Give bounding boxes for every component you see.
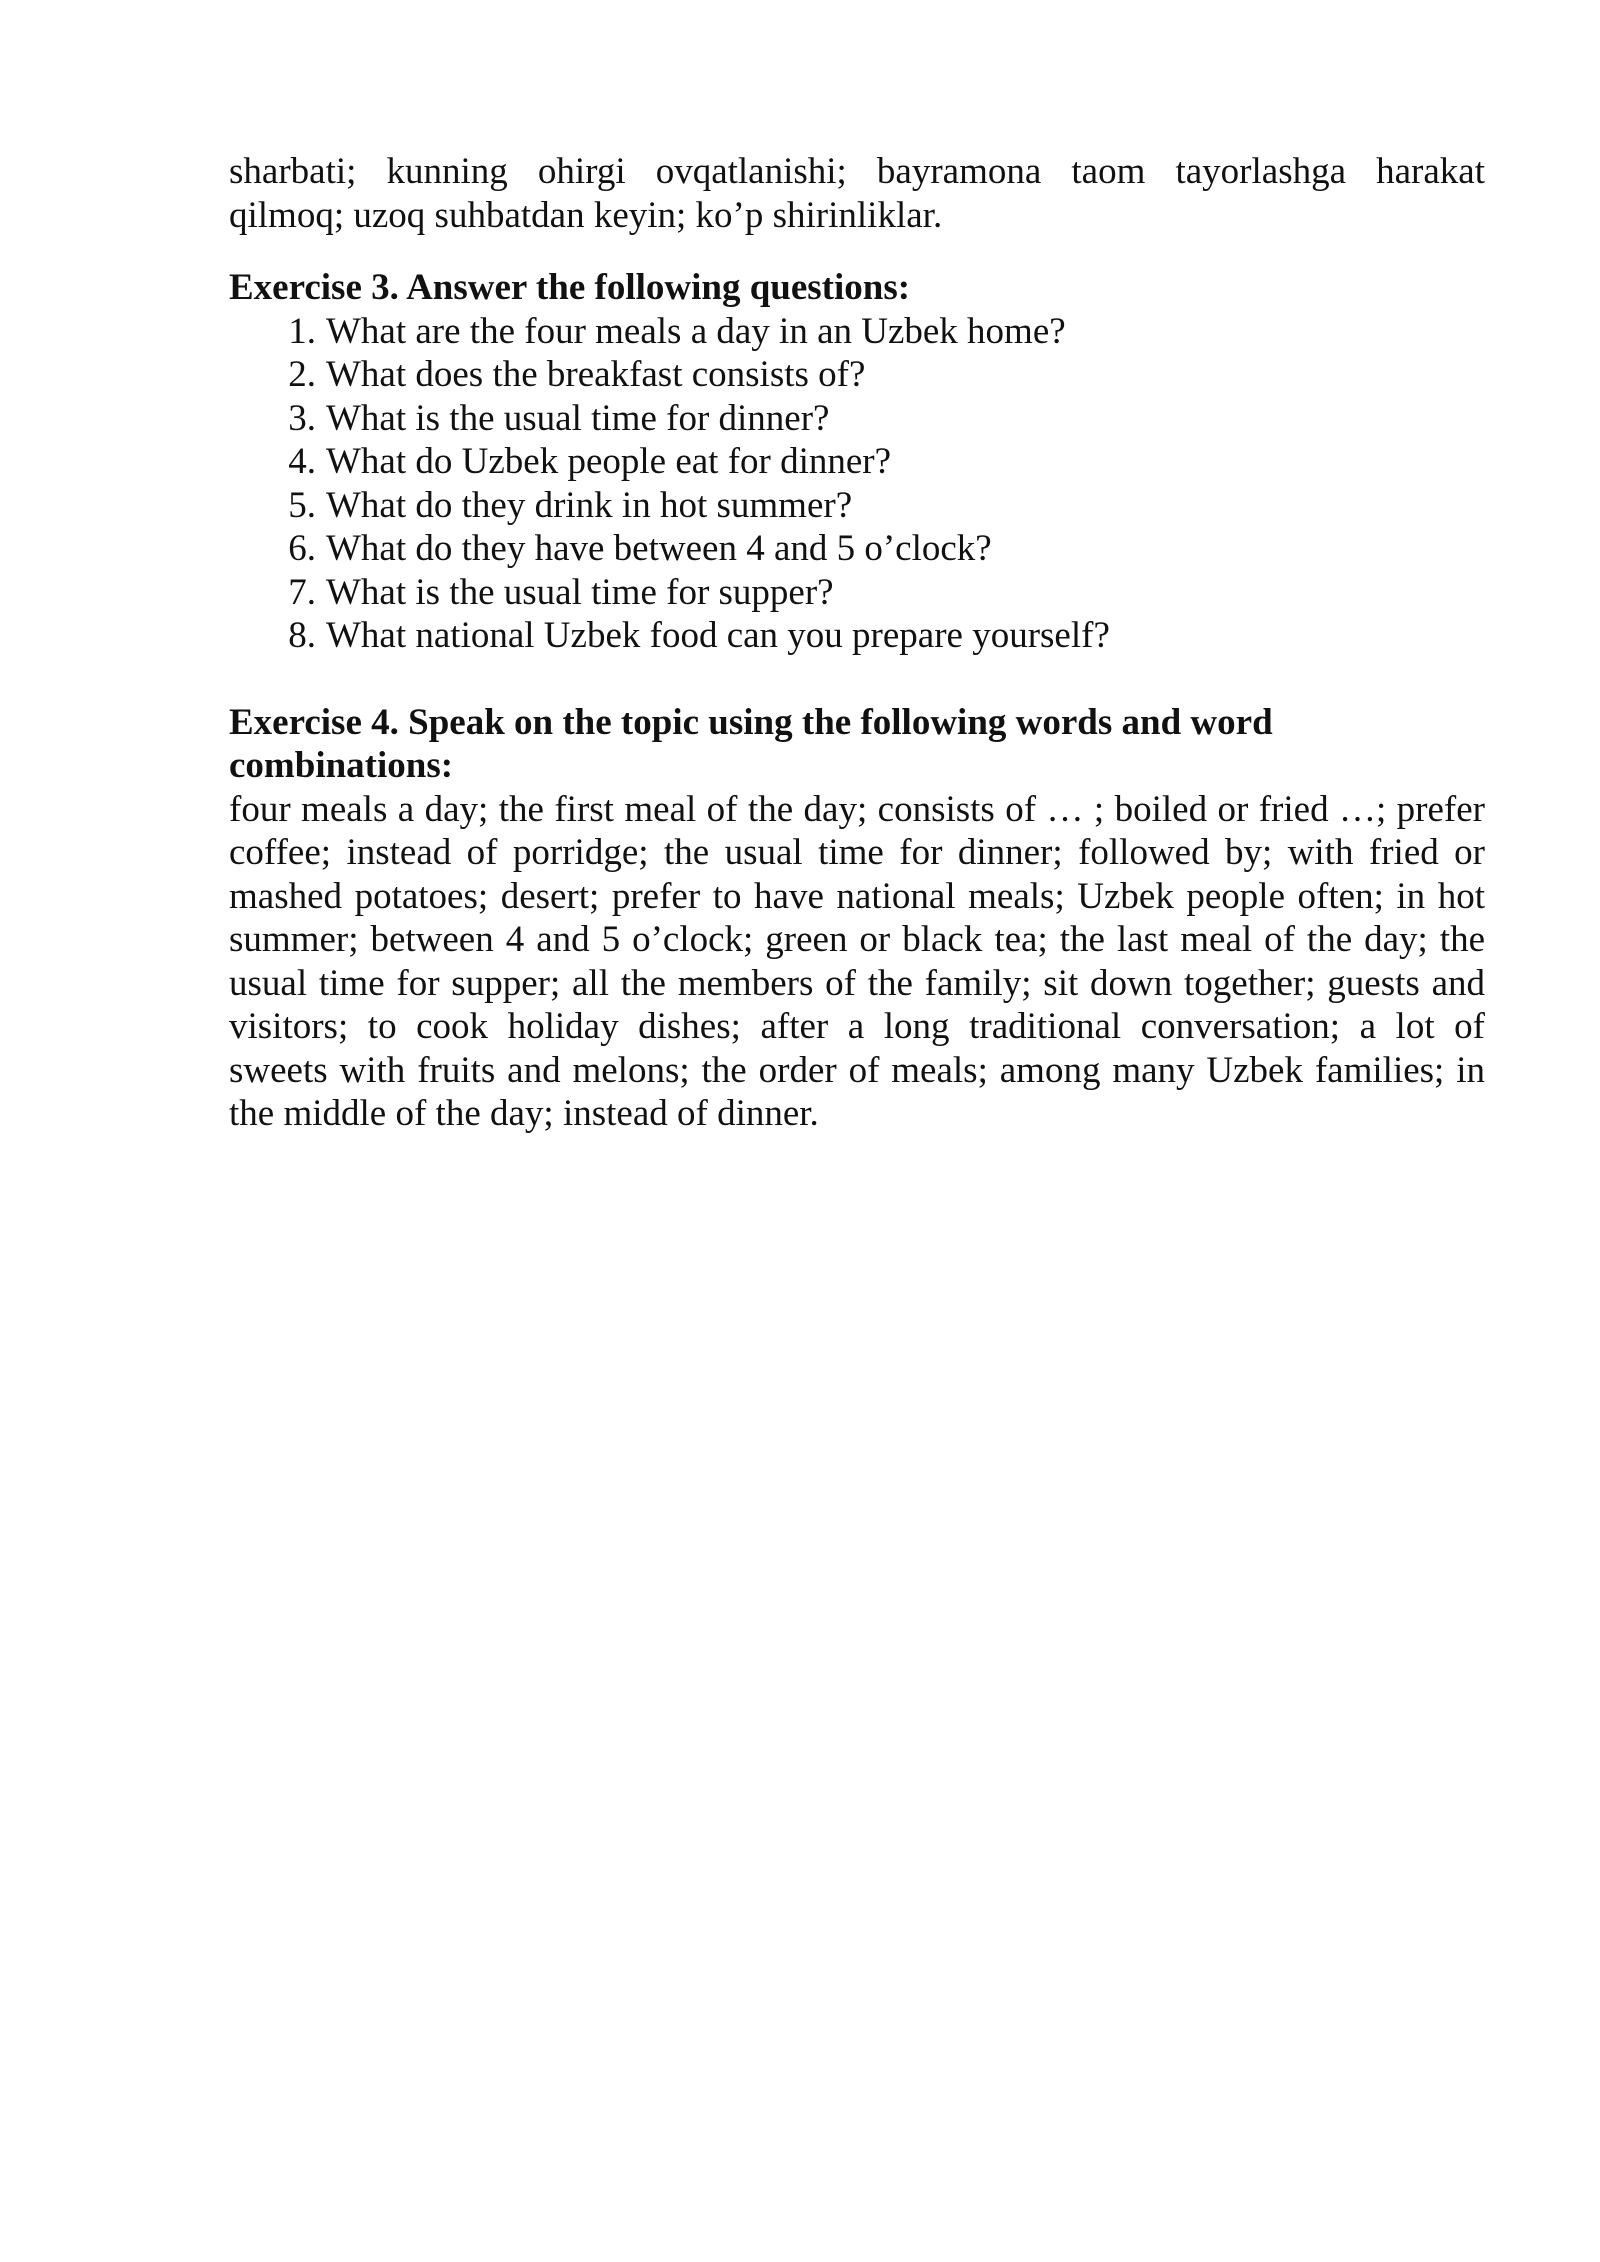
exercise-4-heading-line: combinations: bbox=[229, 745, 454, 786]
question-number: 8. bbox=[288, 615, 316, 656]
word-list-line: summer; between 4 and 5 o’clock; green or black tea; the last meal of the day; the bbox=[229, 919, 1485, 960]
question-text: What is the usual time for supper? bbox=[326, 571, 834, 613]
question-text: What do Uzbek people eat for dinner? bbox=[326, 441, 892, 482]
word-list-line: sweets with fruits and melons; the order of meals; among many Uzbek families; in bbox=[229, 1049, 1485, 1091]
word-list-line: four meals a day; the first meal of the day; consists of … ; boiled or fried …; prefer bbox=[229, 788, 1485, 830]
question-item bbox=[229, 397, 1485, 441]
question-item bbox=[229, 310, 1485, 354]
question-item bbox=[229, 353, 1485, 397]
word-list-line: visitors; to cook holiday dishes; after a long traditional conversation; a lot of bbox=[229, 1006, 1485, 1047]
exercise-4-word-list bbox=[229, 788, 1485, 1136]
question-item bbox=[229, 614, 1485, 658]
exercise-4-heading bbox=[229, 701, 1485, 788]
question-text: What are the four meals a day in an Uzbek home? bbox=[326, 310, 1066, 352]
question-number: 6. bbox=[288, 528, 316, 569]
exercise-3-heading: Exercise 3. Answer the following questions: bbox=[229, 267, 911, 308]
word-list-line: usual time for supper; all the members of the family; sit down together; guests and bbox=[229, 962, 1485, 1004]
intro-paragraph bbox=[229, 150, 1485, 237]
intro-line: sharbati; kunning ohirgi ovqatlanishi; bayramona taom tayorlashga harakat bbox=[229, 151, 1485, 192]
question-number: 4. bbox=[288, 441, 316, 482]
question-item bbox=[229, 527, 1485, 571]
exercise-3-question-list bbox=[229, 310, 1485, 658]
question-text: What do they have between 4 and 5 o’clock? bbox=[326, 528, 992, 569]
question-item bbox=[229, 484, 1485, 528]
question-number: 3. bbox=[288, 397, 316, 439]
exercise-4-heading-line: Exercise 4. Speak on the topic using the following words and word bbox=[229, 701, 1273, 743]
word-list-line: mashed potatoes; desert; prefer to have national meals; Uzbek people often; in hot bbox=[229, 875, 1485, 917]
question-number: 2. bbox=[288, 354, 316, 395]
word-list-line: coffee; instead of porridge; the usual time for dinner; followed by; with fried or bbox=[229, 832, 1485, 873]
intro-line: qilmoq; uzoq suhbatdan keyin; ko’p shirinliklar. bbox=[229, 194, 943, 236]
question-text: What is the usual time for dinner? bbox=[326, 397, 830, 439]
document-page bbox=[229, 150, 1485, 1136]
question-item bbox=[229, 571, 1485, 615]
question-text: What does the breakfast consists of? bbox=[326, 354, 866, 395]
question-text: What do they drink in hot summer? bbox=[326, 484, 853, 526]
question-number: 1. bbox=[288, 310, 316, 352]
question-text: What national Uzbek food can you prepare yourself? bbox=[326, 615, 1110, 656]
question-number: 5. bbox=[288, 484, 316, 526]
question-item bbox=[229, 440, 1485, 484]
question-number: 7. bbox=[288, 571, 316, 613]
word-list-line: the middle of the day; instead of dinner. bbox=[229, 1093, 819, 1134]
